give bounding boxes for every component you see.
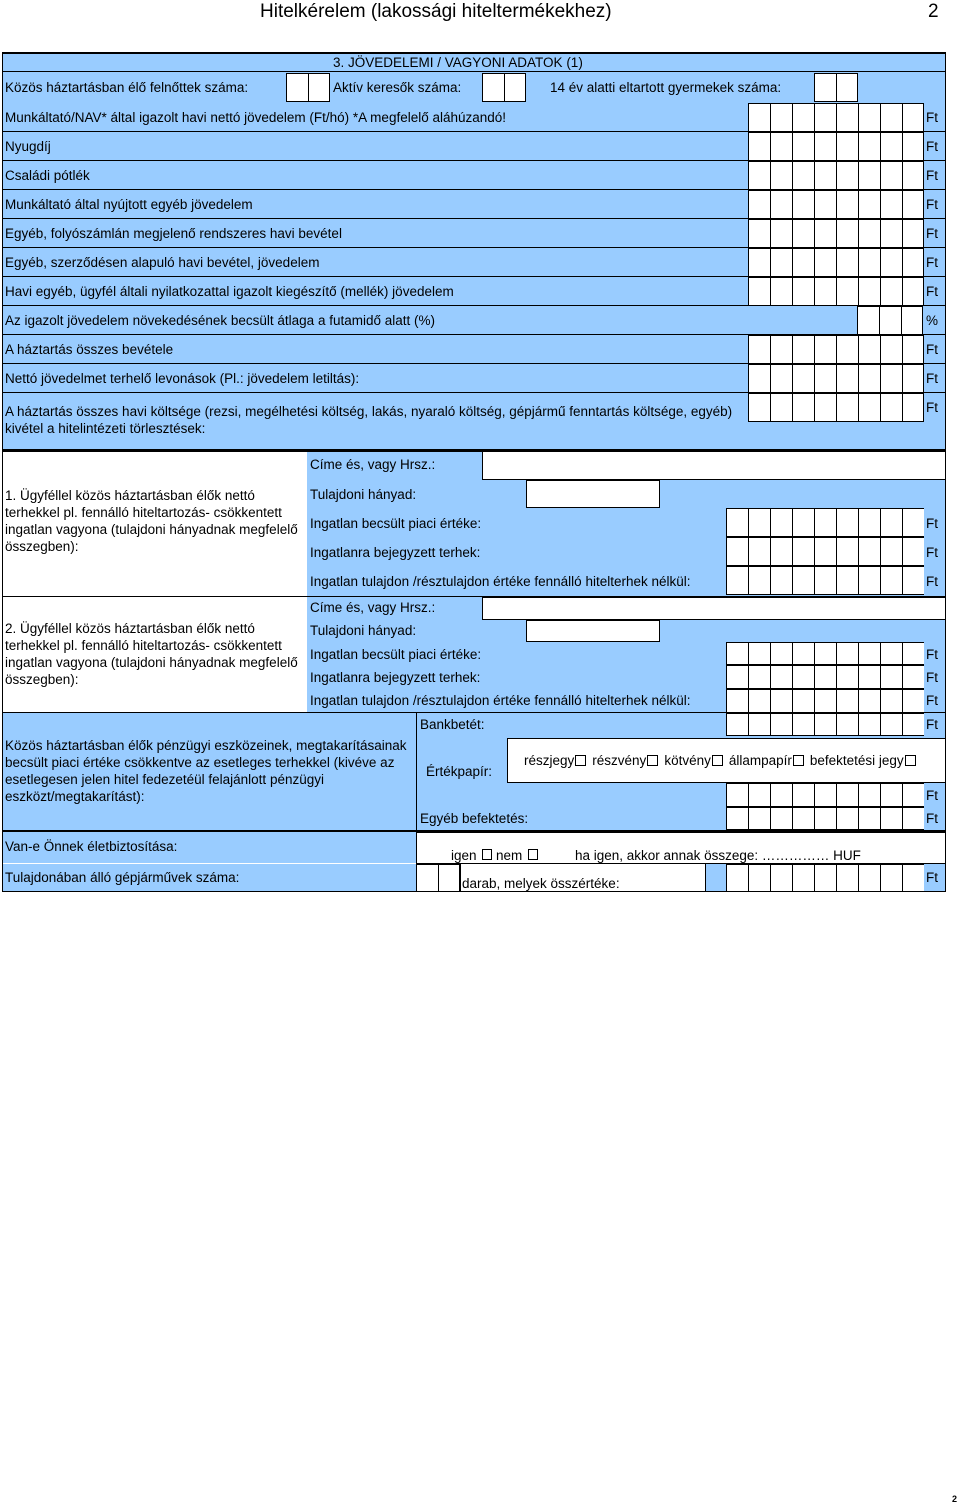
income-row-input[interactable] [748,132,924,161]
unit: Ft [926,647,938,662]
children-count-input[interactable] [814,73,858,102]
property2-market-input[interactable] [726,642,924,665]
unit: Ft [926,226,938,241]
property2-share-input[interactable] [526,620,660,642]
income-row-label: Nyugdíj [5,139,51,154]
income-row-input[interactable] [748,248,924,277]
children-label: 14 év alatti eltartott gyermekek száma: [550,80,782,95]
property2-net-label: Ingatlan tulajdon /résztulajdon értéke fennálló hitelterhek nélkül: [310,693,691,708]
property1-encumbrance-label: Ingatlanra bejegyzett terhek: [310,545,481,560]
income-row-input[interactable] [748,277,924,306]
other-investment-label: Egyéb befektetés: [420,811,529,826]
unit: Ft [926,870,938,885]
property1-label: 1. Ügyféllel közös háztartásban élők nettó terhekkel pl. fennálló hiteltartozás- csökkentett ingatlan vagyona (tulajdoni hányadnak megfelelő összegben): [5,488,298,554]
unit: Ft [926,255,938,270]
unit: Ft [926,168,938,183]
checkbox-icon[interactable] [647,755,658,766]
property1-net-input[interactable] [726,566,924,595]
insurance-no-label: nem [496,848,523,863]
income-row-label: Nettó jövedelmet terhelő levonások (Pl.: jövedelem letiltás): [5,371,360,386]
checkbox-icon[interactable] [482,849,492,860]
securities-label: Értékpapír: [426,764,493,779]
active-earners-input[interactable] [482,73,526,102]
unit: Ft [926,670,938,685]
unit: Ft [926,342,938,357]
property2-net-input[interactable] [726,689,924,713]
property1-net-label: Ingatlan tulajdon /résztulajdon értéke fennálló hitelterhek nélkül: [310,574,691,589]
property2-label: 2. Ügyféllel közös háztartásban élők nettó terhekkel pl. fennálló hiteltartozás- csökkentett ingatlan vagyona (tulajdoni hányadnak megfelelő összegben): [5,621,298,687]
property2-encumbrance-input[interactable] [726,665,924,689]
securities-options-box [507,738,946,783]
income-row-label: A háztartás összes bevétele [5,342,174,357]
securities-option[interactable] [592,753,658,768]
income-row-label: Az igazolt jövedelem növekedésének becsült átlaga a futamidő alatt (%) [5,313,435,328]
property2-share-label: Tulajdoni hányad: [310,623,417,638]
insurance-label: Van-e Önnek életbiztosítása: [5,839,178,854]
page-number: 2 [928,1,939,22]
income-row-label: Havi egyéb, ügyfél általi nyilatkozattal igazolt kiegészítő (mellék) jövedelem [5,284,454,299]
property1-share-input[interactable] [526,480,660,508]
checkbox-icon[interactable] [793,755,804,766]
insurance-yes-label: igen [451,848,477,863]
securities-option[interactable] [729,753,804,768]
vehicles-value-label: darab, melyek összértéke: [462,876,620,891]
income-row-input[interactable] [748,219,924,248]
unit: Ft [926,400,938,415]
unit: Ft [926,110,938,125]
securities-option-label: részvény [592,753,647,768]
income-row-input[interactable] [748,364,924,393]
adults-label: Közös háztartásban élő felnőttek száma: [5,80,249,95]
vehicles-count-input[interactable] [416,864,460,892]
income-row-label: Egyéb, szerződésen alapuló havi bevétel, jövedelem [5,255,320,270]
deposit-label: Bankbetét: [420,717,485,732]
deposit-input[interactable] [726,713,924,736]
section-title: 3. JÖVEDELEMI / VAGYONI ADATOK (1) [333,55,583,70]
unit: Ft [926,139,938,154]
income-row-label: Munkáltató/NAV* által igazolt havi nettó jövedelem (Ft/hó) *A megfelelő aláhúzandó! [5,110,507,125]
securities-option-label: kötvény [664,753,711,768]
insurance-amount-text: ha igen, akkor annak összege: …………… HUF [575,848,861,863]
securities-option[interactable] [664,753,723,768]
unit: Ft [926,574,938,589]
other-investment-input[interactable] [726,807,924,830]
property2-address-input[interactable] [482,597,946,620]
securities-option-label: befektetési jegy [809,753,904,768]
adults-count-input[interactable] [286,73,330,102]
income-row-input[interactable] [748,393,924,422]
financial-label: Közös háztartásban élők pénzügyi eszközeinek, megtakarításainak becsült piaci értéke csökkentve az esetleges terhekkel (kivéve az esetlegesen jelen hitel fedezetéül felajánlott pénzügyi eszközt/megtakarítást): [5,738,407,804]
income-row-input[interactable] [748,103,924,132]
insurance-yes[interactable] [451,848,492,864]
unit: Ft [926,811,938,826]
unit: Ft [926,545,938,560]
unit: Ft [926,197,938,212]
insurance-no[interactable] [496,848,538,864]
property1-share-label: Tulajdoni hányad: [310,487,417,502]
unit: Ft [926,717,938,732]
vehicles-value-input[interactable] [726,864,924,892]
page-title: Hitelkérelem (lakossági hiteltermékekhez) [260,1,612,22]
property1-address-label: Címe és, vagy Hrsz.: [310,457,436,472]
vehicles-label: Tulajdonában álló gépjárművek száma: [5,870,240,885]
securities-option[interactable] [524,753,586,768]
unit: Ft [926,788,938,803]
checkbox-icon[interactable] [905,755,916,766]
unit: Ft [926,371,938,386]
income-row-input[interactable] [748,335,924,364]
income-row-input[interactable] [857,306,923,335]
footer-page-number: 2 [952,1494,958,1504]
unit: Ft [926,284,938,299]
property1-market-input[interactable] [726,508,924,537]
other-investment-input-a[interactable] [726,783,924,807]
checkbox-icon[interactable] [712,755,723,766]
property2-encumbrance-label: Ingatlanra bejegyzett terhek: [310,670,481,685]
income-row-label: Családi pótlék [5,168,90,183]
property1-encumbrance-input[interactable] [726,537,924,566]
income-row-label: A háztartás összes havi költsége (rezsi, megélhetési költség, lakás, nyaraló költség, gépjármű fenntartás költsége, egyéb) kivétel a hitelintézeti törlesztések: [5,404,733,436]
property1-address-input[interactable] [482,452,946,480]
unit: % [926,313,939,328]
securities-option-label: állampapír [728,753,792,768]
property2-address-label: Címe és, vagy Hrsz.: [310,600,436,615]
income-row-input[interactable] [748,190,924,219]
income-row-input[interactable] [748,161,924,190]
active-earners-label: Aktív keresők száma: [333,80,462,95]
income-row-label: Munkáltató által nyújtott egyéb jövedelem [5,197,253,212]
unit: Ft [926,693,938,708]
checkbox-icon[interactable] [575,755,586,766]
securities-option[interactable] [810,753,916,768]
checkbox-icon[interactable] [528,849,538,860]
property1-market-label: Ingatlan becsült piaci értéke: [310,516,482,531]
income-row-label: Egyéb, folyószámlán megjelenő rendszeres havi bevétel [5,226,342,241]
property2-market-label: Ingatlan becsült piaci értéke: [310,647,482,662]
unit: Ft [926,516,938,531]
securities-option-label: részjegy [524,753,575,768]
section-header [2,52,946,72]
